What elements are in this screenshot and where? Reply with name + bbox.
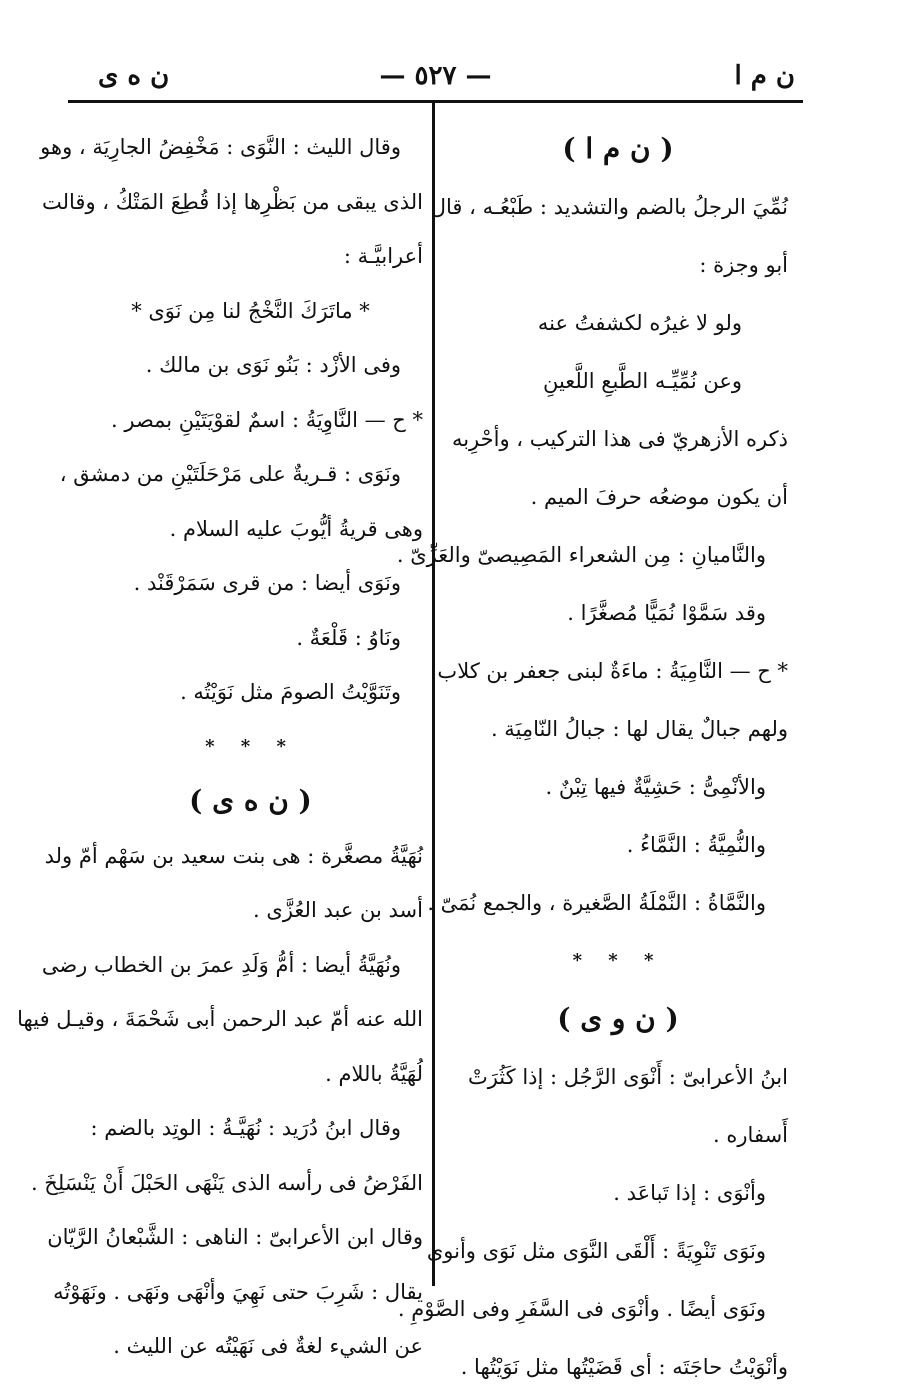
page-number: — ٥٢٧ — xyxy=(379,61,492,91)
text-line: عن الشيء لغةٌ فى نَهَيْتُه عن الليث . xyxy=(113,1334,423,1358)
text-line: الذى يبقى من بَظْرِها إذا قُطِعَ المَتْكُ ، وقالت xyxy=(41,189,423,214)
text-line: ونَاوُ : قَلْعَةٌ . xyxy=(296,625,401,650)
text-line: * ح — النَّامِيَةُ : ماءَةٌ لبنى جعفر بن كلاب xyxy=(437,659,788,683)
text-line: وقال ابن الأعرابىّ : الناهى : الشَّبْعانُ الرَّيّان xyxy=(47,1225,423,1249)
header-root-left: ن ه ى xyxy=(98,61,170,91)
header-rule xyxy=(68,100,803,103)
section-heading-nma: ( ن م ا ) xyxy=(562,132,674,165)
text-line: وقال الليث : النَّوَى : مَخْفِضُ الجارِيَة ، وهو xyxy=(40,135,401,159)
text-line: وأنْوَى : إذا تَباعَد . xyxy=(613,1181,766,1205)
section-heading-nhy: ( ن ه ى ) xyxy=(189,784,312,817)
text-line: وقال ابنُ دُرَيد : نُهَيَّـةُ : الوتِد بالضم : xyxy=(90,1116,401,1140)
column-divider xyxy=(432,101,435,1286)
text-line: والنُّمِيَّةُ : النَّمَّاءُ . xyxy=(626,833,766,857)
text-line: ونَوَى أيضًا . وأنْوَى فى السَّفَرِ وفى الصَّوْمِ . xyxy=(397,1297,766,1321)
text-line: أَسفاره . xyxy=(713,1123,788,1147)
text-line: ذكره الأزهريّ فى هذا التركيب ، وأحْرِبه xyxy=(451,427,788,451)
verse-line: * ماتَرَكَ النَّخْجُ لنا مِن نَوَى * xyxy=(131,298,370,323)
text-line: أبو وجزة : xyxy=(699,253,788,277)
right-column xyxy=(396,120,788,1396)
text-line: وأنْوَيْتُ حاجَتَه : أى قَضَيْتُها مثل نَوَيْتُها . xyxy=(460,1355,788,1379)
text-line: والنَّمَّاةُ : النَّمْلَةُ الصَّغيرة ، والجمع نُمَىّ . xyxy=(427,891,766,915)
text-line: الفَرْضُ فى رأسه الذى يَنْهَى الحَبْلَ أَنْ يَنْسَلِخَ . xyxy=(30,1170,423,1195)
text-line: والأنْمِىُّ : حَشِيَّةٌ فيها تِبْنٌ . xyxy=(545,775,766,799)
text-line: أن يكون موضعُه حرفَ الميم . xyxy=(530,485,788,509)
text-line: وفى الأزْد : بَنُو نَوَى بن مالك . xyxy=(145,353,401,377)
text-line: * ح — النَّاوِيَةُ : اسمٌ لقوْيَتَيْنِ بمصر . xyxy=(111,407,423,432)
page-header xyxy=(68,55,803,95)
text-line: ولهم جبالٌ يقال لها : جبالُ النّامِيَة . xyxy=(490,717,788,741)
section-separator: * * * xyxy=(205,735,296,757)
text-line: وهى قريةُ أيُّوبَ عليه السلام . xyxy=(169,516,423,541)
text-line: نُمِّيَ الرجلُ بالضم والتشديد : طَبْعُـه ، قال xyxy=(430,195,788,219)
header-root-right: ن م ا xyxy=(734,61,795,91)
section-separator: * * * xyxy=(572,950,664,971)
text-line: الله عنه أمّ عبد الرحمن أبى شَحْمَةَ ، وقيـل فيها xyxy=(17,1007,423,1031)
text-line: لُهَيَّةُ باللام . xyxy=(325,1061,423,1086)
text-line: ونُهَيَّةُ أيضا : أمُّ وَلَدِ عمرَ بن الخطاب رضى xyxy=(41,952,401,977)
text-line: نُهَيَّةُ مصغَّرة : هى بنت سعيد بن سَهْم أمّ ولد xyxy=(44,843,423,868)
text-line: أسد بن عبد العُزَّى . xyxy=(253,898,423,922)
text-line: والنَّاميانِ : مِن الشعراء المَصِيصىّ والعَزِّىّ . xyxy=(396,543,766,567)
text-line: أعرابيَّـة : xyxy=(343,244,423,268)
text-line: ابنُ الأعرابىّ : أَنْوَى الرَّجُل : إذا كَثُرَتْ xyxy=(467,1065,788,1089)
text-line: وقد سَمَّوْا نُمَيًّا مُصغَّرًا . xyxy=(567,601,766,625)
verse-line: ولو لا غيرُه لكشفتُ عنه xyxy=(537,311,742,335)
text-line: ونَوَى : قـريةٌ على مَرْحَلَتَيْنِ من دمشق ، xyxy=(59,462,401,486)
text-line: يقال : شَرِبَ حتى نَهِيَ وأنْهَى ونَهَى . ونَهَوْتُه xyxy=(53,1279,423,1304)
section-heading-nwy: ( ن و ى ) xyxy=(557,1002,679,1035)
verse-line: وعن نُمِّيِّـه الطَّبعِ اللَّعينِ xyxy=(542,369,742,393)
text-line: ونَوَى أيضا : من قرى سَمَرْقَنْد . xyxy=(133,571,401,595)
left-column xyxy=(17,120,423,1374)
text-line: ونَوَى تَنْوِيَةً : أَلْقَى النَّوَى مثل نَوَى وأنوى xyxy=(426,1239,766,1263)
text-line: وتَنَوَّيْتُ الصومَ مثل نَوَيْتُه . xyxy=(180,680,401,704)
